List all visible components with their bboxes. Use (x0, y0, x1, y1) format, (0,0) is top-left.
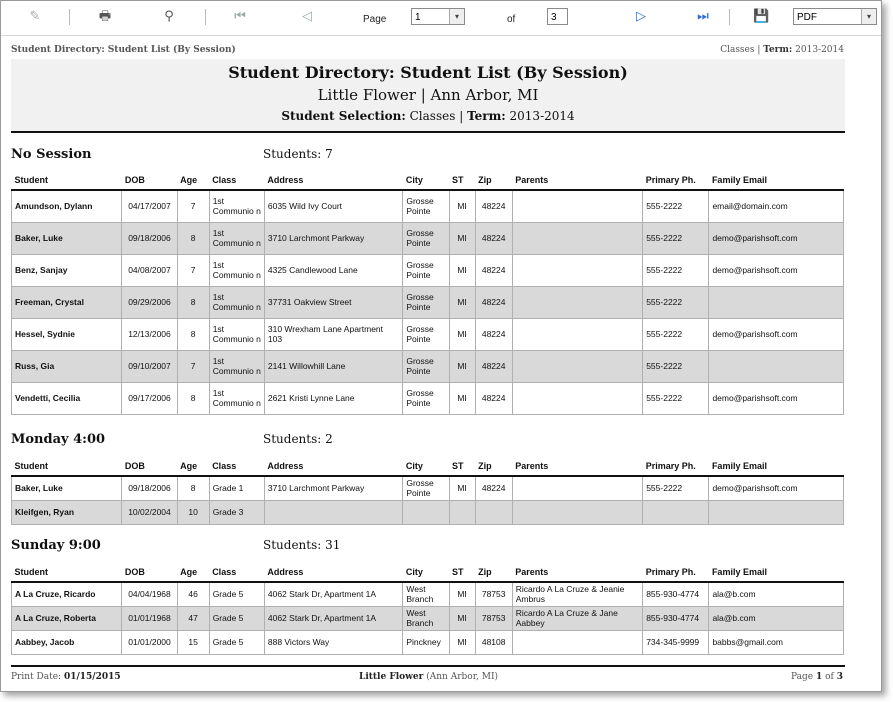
column-header-parents: Parents (512, 171, 642, 190)
column-header-dob: DOB (122, 457, 177, 476)
toolbar-separator (729, 9, 730, 25)
column-header-email: Family Email (709, 171, 844, 190)
section-count: Students: 2 (263, 432, 333, 446)
org-location: (Ann Arbor, MI) (426, 672, 499, 682)
col-parents (512, 382, 642, 414)
column-header-student: Student (12, 457, 122, 476)
col-parents (512, 318, 642, 350)
col-student: Russ, Gia (12, 350, 122, 382)
print-date-value: 01/15/2015 (63, 672, 121, 682)
first-page-icon[interactable]: ⏮ (234, 9, 246, 24)
student-table (11, 171, 844, 415)
col-phone: 555-2222 (643, 286, 709, 318)
of-label: of (507, 14, 516, 25)
col-class: 1st Communio n (209, 190, 264, 222)
breadcrumb-term-label: Term: (763, 45, 793, 55)
table-row (12, 190, 844, 222)
col-st: MI (449, 318, 475, 350)
col-city (403, 500, 449, 524)
selection-label: Student Selection: (281, 109, 406, 123)
col-phone: 555-2222 (643, 222, 709, 254)
col-dob: 01/01/1968 (122, 606, 177, 630)
export-format-select[interactable] (793, 8, 877, 25)
col-address: 3710 Larchmont Parkway (264, 222, 402, 254)
term-label: Term: (467, 109, 506, 123)
col-zip: 78753 (475, 606, 512, 630)
col-phone: 855-930-4774 (643, 582, 709, 606)
col-class: 1st Communio n (209, 254, 264, 286)
col-st (449, 500, 475, 524)
col-student: Kleifgen, Ryan (12, 500, 122, 524)
footer-of-label: of (825, 672, 834, 682)
col-city: Grosse Pointe (403, 286, 449, 318)
col-parents: Ricardo A La Cruze & Jeanie Ambrus (512, 582, 642, 606)
col-class: Grade 5 (209, 582, 264, 606)
table-row (12, 222, 844, 254)
col-st: MI (449, 222, 475, 254)
column-header-phone: Primary Ph. (643, 457, 709, 476)
col-phone: 855-930-4774 (643, 606, 709, 630)
column-header-zip: Zip (475, 171, 512, 190)
report-subtitle: Little Flower | Ann Arbor, MI (317, 86, 539, 104)
table-row (12, 350, 844, 382)
table-row (12, 630, 844, 654)
col-city: Grosse Pointe (403, 318, 449, 350)
col-address: 310 Wrexham Lane Apartment 103 (264, 318, 402, 350)
col-address: 4062 Stark Dr, Apartment 1A (264, 606, 402, 630)
col-phone: 555-2222 (643, 318, 709, 350)
table-header-row (12, 171, 844, 190)
total-pages-value: 3 (551, 12, 557, 23)
col-st: MI (449, 286, 475, 318)
col-dob: 01/01/2000 (122, 630, 177, 654)
col-age: 10 (177, 500, 209, 524)
column-header-class: Class (209, 457, 264, 476)
col-student: Baker, Luke (12, 222, 122, 254)
col-age: 8 (177, 382, 209, 414)
col-parents (512, 190, 642, 222)
col-email: demo@parishsoft.com (709, 254, 844, 286)
col-phone: 555-2222 (643, 254, 709, 286)
find-icon[interactable]: ⚲ (164, 9, 174, 24)
col-address (264, 500, 402, 524)
col-zip: 48224 (475, 190, 512, 222)
table-row (12, 582, 844, 606)
col-class: 1st Communio n (209, 382, 264, 414)
col-email (709, 350, 844, 382)
print-icon[interactable]: 🖶 (98, 9, 112, 24)
col-dob: 09/17/2006 (122, 382, 177, 414)
col-city: Grosse Pointe (403, 254, 449, 286)
col-student: A La Cruze, Ricardo (12, 582, 122, 606)
col-address: 4062 Stark Dr, Apartment 1A (264, 582, 402, 606)
col-dob: 09/29/2006 (122, 286, 177, 318)
column-header-st: ST (449, 171, 475, 190)
section-count: Students: 31 (263, 538, 341, 552)
report-title: Student Directory: Student List (By Session) (228, 63, 628, 82)
col-parents (512, 254, 642, 286)
col-parents (512, 286, 642, 318)
col-zip: 48224 (475, 350, 512, 382)
col-class: 1st Communio n (209, 318, 264, 350)
report-footer (11, 665, 845, 685)
column-header-city: City (403, 171, 449, 190)
table-header-row (12, 457, 844, 476)
column-header-phone: Primary Ph. (643, 563, 709, 582)
col-dob: 12/13/2006 (122, 318, 177, 350)
table-row (12, 500, 844, 524)
column-header-address: Address (264, 171, 402, 190)
col-zip (475, 500, 512, 524)
print-date (11, 672, 121, 682)
column-header-student: Student (12, 563, 122, 582)
section-count: Students: 7 (263, 147, 333, 161)
col-city: Grosse Pointe (403, 190, 449, 222)
section-title: Monday 4:00 (11, 432, 106, 447)
col-address: 4325 Candlewood Lane (264, 254, 402, 286)
col-email (709, 286, 844, 318)
col-zip: 48224 (475, 222, 512, 254)
column-header-zip: Zip (475, 563, 512, 582)
col-dob: 04/08/2007 (122, 254, 177, 286)
column-header-age: Age (177, 171, 209, 190)
col-parents (512, 630, 642, 654)
col-age: 15 (177, 630, 209, 654)
footer-page-count (791, 672, 843, 682)
total-pages-box (547, 8, 568, 25)
col-city: Grosse Pointe (403, 382, 449, 414)
breadcrumb-term-value: 2013-2014 (795, 45, 844, 55)
col-student: Aabbey, Jacob (12, 630, 122, 654)
col-city: West Branch (403, 606, 449, 630)
table-row (12, 318, 844, 350)
page-label: Page (363, 14, 387, 25)
col-phone: 555-2222 (643, 382, 709, 414)
col-age: 7 (177, 254, 209, 286)
column-header-st: ST (449, 563, 475, 582)
col-age: 8 (177, 476, 209, 500)
footer-organization (359, 672, 498, 682)
column-header-dob: DOB (122, 171, 177, 190)
col-dob: 09/18/2006 (122, 476, 177, 500)
col-st: MI (449, 350, 475, 382)
column-header-st: ST (449, 457, 475, 476)
column-header-class: Class (209, 171, 264, 190)
col-st: MI (449, 630, 475, 654)
report-breadcrumb: Student Directory: Student List (By Session) (11, 45, 236, 55)
table-row (12, 606, 844, 630)
next-page-icon[interactable]: ▷ (636, 9, 646, 24)
column-header-address: Address (264, 457, 402, 476)
column-header-parents: Parents (512, 457, 642, 476)
breadcrumb-classes: Classes | (720, 45, 761, 55)
chevron-down-icon: ▾ (449, 9, 464, 24)
column-header-dob: DOB (122, 563, 177, 582)
col-phone (643, 500, 709, 524)
col-dob: 04/04/1968 (122, 582, 177, 606)
col-class: Grade 3 (209, 500, 264, 524)
footer-page-label: Page (790, 672, 814, 682)
col-parents (512, 476, 642, 500)
student-table (11, 563, 844, 655)
col-age: 8 (177, 318, 209, 350)
col-age: 7 (177, 190, 209, 222)
table-row (12, 382, 844, 414)
col-st: MI (449, 476, 475, 500)
col-address: 2141 Willowhill Lane (264, 350, 402, 382)
col-age: 8 (177, 286, 209, 318)
col-email: ala@b.com (709, 606, 844, 630)
page-number-select[interactable] (411, 8, 465, 25)
col-student: Amundson, Dylann (12, 190, 122, 222)
col-email: babbs@gmail.com (709, 630, 844, 654)
column-header-city: City (403, 563, 449, 582)
student-selection (11, 109, 845, 123)
col-student: A La Cruze, Roberta (12, 606, 122, 630)
column-header-class: Class (209, 563, 264, 582)
col-parents (512, 222, 642, 254)
col-zip: 78753 (475, 582, 512, 606)
report-breadcrumb-right (720, 45, 844, 55)
footer-page-value: 1 (815, 672, 823, 682)
report-header (11, 59, 845, 133)
col-student: Baker, Luke (12, 476, 122, 500)
col-zip: 48224 (475, 382, 512, 414)
col-dob: 04/17/2007 (122, 190, 177, 222)
col-class: 1st Communio n (209, 222, 264, 254)
col-email: demo@parishsoft.com (709, 318, 844, 350)
column-header-age: Age (177, 457, 209, 476)
col-address: 888 Victors Way (264, 630, 402, 654)
col-student: Hessel, Sydnie (12, 318, 122, 350)
pencil-icon[interactable]: ✎ (29, 9, 41, 24)
chevron-down-icon: ▾ (861, 9, 876, 24)
col-phone: 555-2222 (643, 476, 709, 500)
col-zip: 48224 (475, 286, 512, 318)
col-st: MI (449, 582, 475, 606)
save-icon[interactable]: 💾 (753, 9, 770, 24)
col-email: email@domain.com (709, 190, 844, 222)
col-dob: 10/02/2004 (122, 500, 177, 524)
col-student: Vendetti, Cecilia (12, 382, 122, 414)
col-st: MI (449, 254, 475, 286)
col-class: Grade 1 (209, 476, 264, 500)
col-age: 46 (177, 582, 209, 606)
col-st: MI (449, 382, 475, 414)
org-name: Little Flower (359, 672, 424, 682)
col-city: Pinckney (403, 630, 449, 654)
col-student: Benz, Sanjay (12, 254, 122, 286)
col-phone: 734-345-9999 (643, 630, 709, 654)
column-header-city: City (403, 457, 449, 476)
col-zip: 48224 (475, 476, 512, 500)
col-city: Grosse Pointe (403, 350, 449, 382)
col-phone: 555-2222 (643, 190, 709, 222)
footer-page-total: 3 (836, 672, 843, 682)
toolbar-separator (69, 9, 70, 25)
student-table (11, 457, 844, 525)
col-class: 1st Communio n (209, 350, 264, 382)
col-st: MI (449, 606, 475, 630)
col-zip: 48108 (475, 630, 512, 654)
section-title: No Session (11, 147, 92, 162)
print-date-label: Print Date: (11, 672, 62, 682)
col-student: Freeman, Crystal (12, 286, 122, 318)
export-format-value: PDF (797, 12, 817, 23)
section-title: Sunday 9:00 (11, 538, 101, 553)
col-city: Grosse Pointe (403, 222, 449, 254)
col-parents (512, 500, 642, 524)
col-phone: 555-2222 (643, 350, 709, 382)
col-email: demo@parishsoft.com (709, 476, 844, 500)
term-value: 2013-2014 (509, 109, 575, 123)
col-age: 8 (177, 222, 209, 254)
col-st: MI (449, 190, 475, 222)
previous-page-icon[interactable]: ◁ (302, 9, 312, 24)
col-zip: 48224 (475, 318, 512, 350)
col-address: 2621 Kristi Lynne Lane (264, 382, 402, 414)
report-toolbar (1, 1, 881, 36)
col-parents: Ricardo A La Cruze & Jane Aabbey (512, 606, 642, 630)
page-number-value: 1 (415, 12, 421, 23)
column-header-email: Family Email (709, 563, 844, 582)
col-zip: 48224 (475, 254, 512, 286)
col-email (709, 500, 844, 524)
table-row (12, 286, 844, 318)
column-header-phone: Primary Ph. (643, 171, 709, 190)
col-city: Grosse Pointe (403, 476, 449, 500)
col-dob: 09/10/2007 (122, 350, 177, 382)
column-header-zip: Zip (475, 457, 512, 476)
toolbar-separator (205, 9, 206, 25)
column-header-email: Family Email (709, 457, 844, 476)
table-row (12, 476, 844, 500)
col-email: demo@parishsoft.com (709, 382, 844, 414)
col-address: 37731 Oakview Street (264, 286, 402, 318)
column-header-parents: Parents (512, 563, 642, 582)
selection-value: Classes | (409, 109, 464, 123)
column-header-age: Age (177, 563, 209, 582)
col-class: Grade 5 (209, 630, 264, 654)
col-dob: 09/18/2006 (122, 222, 177, 254)
col-age: 7 (177, 350, 209, 382)
col-class: 1st Communio n (209, 286, 264, 318)
col-age: 47 (177, 606, 209, 630)
col-address: 6035 Wild Ivy Court (264, 190, 402, 222)
col-parents (512, 350, 642, 382)
col-city: West Branch (403, 582, 449, 606)
last-page-icon[interactable]: ⏭ (697, 9, 709, 24)
col-email: ala@b.com (709, 582, 844, 606)
col-class: Grade 5 (209, 606, 264, 630)
table-header-row (12, 563, 844, 582)
table-row (12, 254, 844, 286)
column-header-student: Student (12, 171, 122, 190)
col-address: 3710 Larchmont Parkway (264, 476, 402, 500)
col-email: demo@parishsoft.com (709, 222, 844, 254)
column-header-address: Address (264, 563, 402, 582)
